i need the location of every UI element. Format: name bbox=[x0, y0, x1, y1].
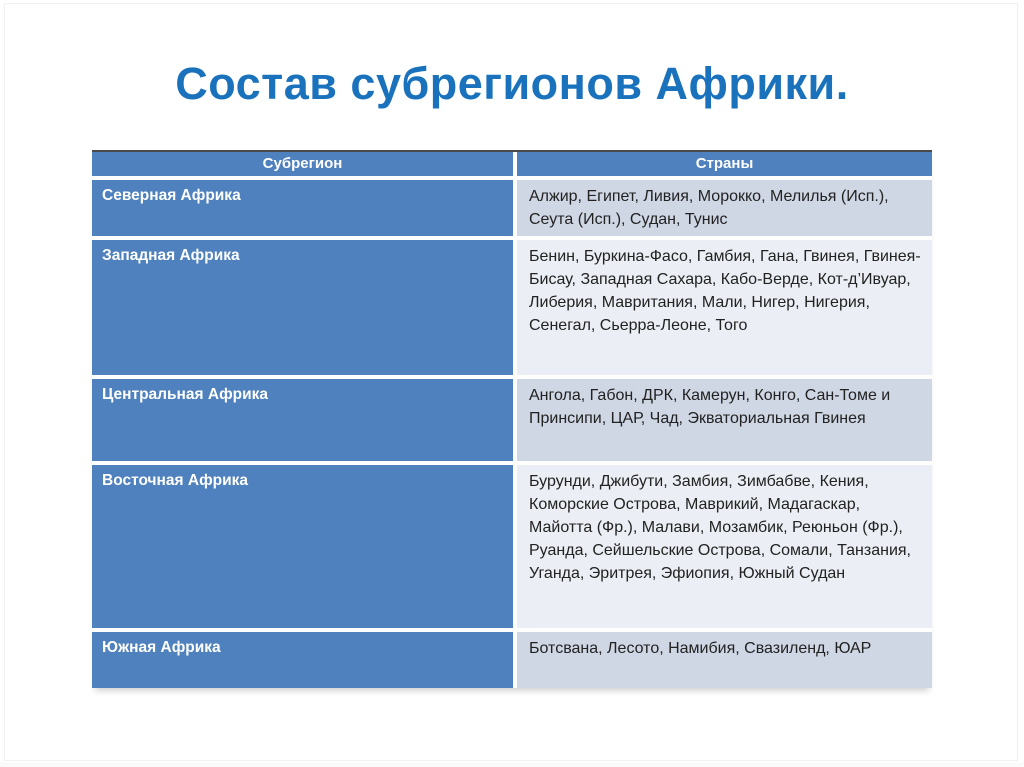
subregion-cell: Восточная Африка bbox=[92, 465, 513, 628]
subregion-cell: Южная Африка bbox=[92, 632, 513, 688]
table-row bbox=[92, 465, 932, 628]
table-row bbox=[92, 180, 932, 236]
page-bottom-strip bbox=[0, 762, 1024, 767]
subregions-table bbox=[92, 150, 932, 688]
slide-title: Состав субрегионов Африки. bbox=[175, 58, 849, 109]
countries-cell: Алжир, Египет, Ливия, Морокко, Мелилья (Исп.), Сеута (Исп.), Судан, Тунис bbox=[517, 180, 932, 236]
countries-cell: Ангола, Габон, ДРК, Камерун, Конго, Сан-Томе и Принсипи, ЦАР, Чад, Экваториальная Гвинея bbox=[517, 379, 932, 461]
header-subregion: Субрегион bbox=[92, 152, 513, 176]
countries-cell: Бенин, Буркина-Фасо, Гамбия, Гана, Гвинея, Гвинея-Бисау, Западная Сахара, Кабо-Верде, Кот-д’Ивуар, Либерия, Мавритания, Мали, Нигер, Нигерия, Сенегал, Сьерра-Леоне, Того bbox=[517, 240, 932, 375]
table-row bbox=[92, 379, 932, 461]
header-countries: Страны bbox=[517, 152, 932, 176]
table-header-row bbox=[92, 152, 932, 176]
countries-cell: Ботсвана, Лесото, Намибия, Свазиленд, ЮАР bbox=[517, 632, 932, 688]
subregion-cell: Западная Африка bbox=[92, 240, 513, 375]
table-row bbox=[92, 632, 932, 688]
subregion-cell: Центральная Африка bbox=[92, 379, 513, 461]
table-row bbox=[92, 240, 932, 375]
countries-cell: Бурунди, Джибути, Замбия, Зимбабве, Кения, Коморские Острова, Маврикий, Мадагаскар, Майотта (Фр.), Малави, Мозамбик, Реюньон (Фр.), Руанда, Сейшельские Острова, Сомали, Танзания, Уганда, Эритрея, Эфиопия, Южный Судан bbox=[517, 465, 932, 628]
subregion-cell: Северная Африка bbox=[92, 180, 513, 236]
